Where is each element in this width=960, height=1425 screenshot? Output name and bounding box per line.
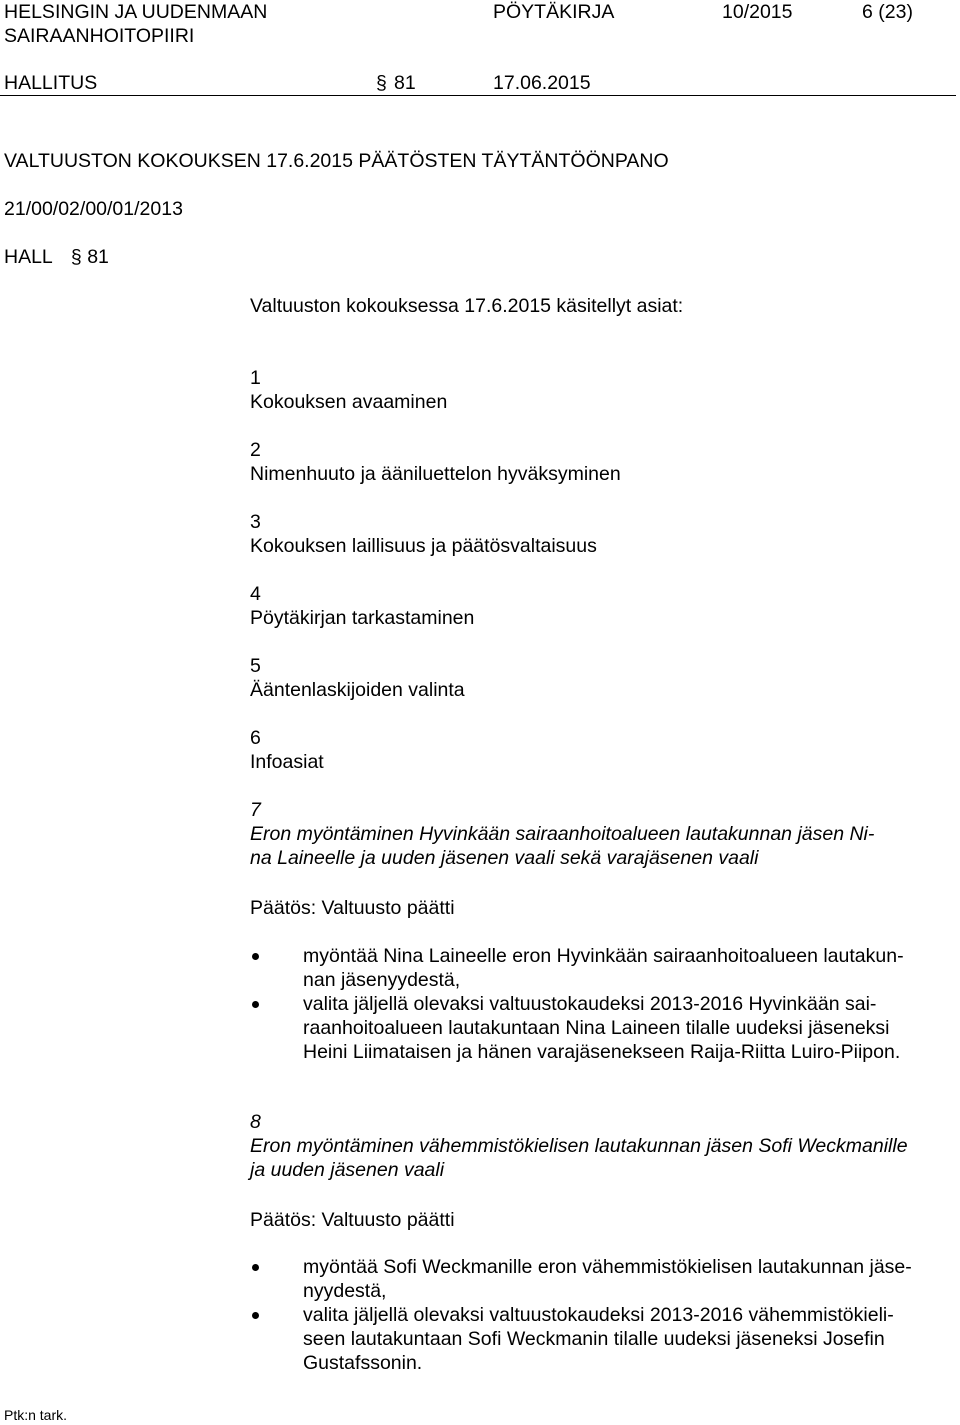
list-item bbox=[250, 1255, 950, 1303]
doc-number: 10/2015 bbox=[722, 1, 793, 23]
list-item-line: nyydestä, bbox=[303, 1280, 387, 1302]
item-title: Pöytäkirjan tarkastaminen bbox=[250, 607, 475, 629]
bullet-icon bbox=[252, 1264, 259, 1271]
header-divider bbox=[0, 95, 956, 96]
item-title-line: Eron myöntäminen vähemmistökielisen lautakunnan jäsen Sofi Weckmanille bbox=[250, 1135, 908, 1157]
doc-type: PÖYTÄKIRJA bbox=[493, 1, 615, 23]
item-number: 4 bbox=[250, 583, 261, 605]
item-number: 8 bbox=[250, 1111, 261, 1133]
agenda-item bbox=[250, 366, 950, 414]
item-title: Ääntenlaskijoiden valinta bbox=[250, 679, 465, 701]
section-symbol: § bbox=[376, 72, 387, 94]
section-number: 81 bbox=[394, 72, 416, 94]
section-ref-symbol: § bbox=[70, 246, 82, 268]
list-item-line: Gustafssonin. bbox=[303, 1352, 423, 1374]
bullet-icon bbox=[252, 1001, 259, 1008]
agenda-item bbox=[250, 438, 950, 486]
item-title: Nimenhuuto ja ääniluettelon hyväksyminen bbox=[250, 463, 621, 485]
meeting-date: 17.06.2015 bbox=[493, 72, 591, 94]
item-title: Kokouksen laillisuus ja päätösvaltaisuus bbox=[250, 535, 597, 557]
section-ref-prefix: HALL bbox=[4, 246, 53, 268]
list-item bbox=[250, 992, 950, 1064]
item-number: 6 bbox=[250, 727, 261, 749]
item-title: Kokouksen avaaminen bbox=[250, 391, 448, 413]
agenda-item bbox=[250, 582, 950, 630]
list-item-line: myöntää Sofi Weckmanille eron vähemmistökielisen lautakunnan jäse- bbox=[303, 1256, 912, 1278]
item-title-line: Eron myöntäminen Hyvinkään sairaanhoitoalueen lautakunnan jäsen Ni- bbox=[250, 823, 875, 845]
intro-text: Valtuuston kokouksessa 17.6.2015 käsitellyt asiat: bbox=[250, 295, 684, 317]
item-title-line: ja uuden jäsenen vaali bbox=[250, 1159, 445, 1181]
item-number: 2 bbox=[250, 439, 261, 461]
item-title-line: na Laineelle ja uuden jäsenen vaali sekä varajäsenen vaali bbox=[250, 847, 759, 869]
list-item-line: nan jäsenyydestä, bbox=[303, 969, 461, 991]
list-item bbox=[250, 944, 950, 992]
list-item-line: seen lautakuntaan Sofi Weckmanin tilalle uudeksi jäseneksi Josefin bbox=[303, 1328, 885, 1350]
bullet-icon bbox=[252, 953, 259, 960]
item-number: 3 bbox=[250, 511, 261, 533]
item-number: 5 bbox=[250, 655, 261, 677]
item-number: 1 bbox=[250, 367, 261, 389]
reference-number: 21/00/02/00/01/2013 bbox=[4, 198, 183, 220]
agenda-item bbox=[250, 654, 950, 702]
page-title: VALTUUSTON KOKOUKSEN 17.6.2015 PÄÄTÖSTEN TÄYTÄNTÖÖNPANO bbox=[4, 150, 669, 172]
decision-list bbox=[250, 1255, 950, 1375]
section-ref bbox=[4, 245, 109, 269]
decision-label: Päätös: Valtuusto päätti bbox=[250, 1209, 455, 1231]
page-number: 6 (23) bbox=[862, 1, 913, 23]
list-item-line: raanhoitoalueen lautakuntaan Nina Laineen tilalle uudeksi jäseneksi bbox=[303, 1017, 890, 1039]
list-item bbox=[250, 1303, 950, 1375]
footer-initials-label: Ptk:n tark. bbox=[4, 1407, 68, 1423]
list-item-line: myöntää Nina Laineelle eron Hyvinkään sairaanhoitoalueen lautakun- bbox=[303, 945, 904, 967]
list-item-line: valita jäljellä olevaksi valtuustokaudeksi 2013-2016 vähemmistökieli- bbox=[303, 1304, 894, 1326]
decision-list bbox=[250, 944, 950, 1064]
list-item-line: Heini Liimataisen ja hänen varajäsenekseen Raija-Riitta Luiro-Piipon. bbox=[303, 1041, 901, 1063]
agenda-item-7 bbox=[250, 798, 950, 870]
bullet-icon bbox=[252, 1312, 259, 1319]
decision-label: Päätös: Valtuusto päätti bbox=[250, 897, 455, 919]
list-item-line: valita jäljellä olevaksi valtuustokaudeksi 2013-2016 Hyvinkään sai- bbox=[303, 993, 877, 1015]
agenda-item bbox=[250, 510, 950, 558]
body-name: HALLITUS bbox=[4, 72, 98, 94]
agenda-item bbox=[250, 726, 950, 774]
org-name-line1: HELSINGIN JA UUDENMAAN bbox=[4, 1, 268, 23]
item-number: 7 bbox=[250, 799, 261, 821]
section-ref-number: 81 bbox=[87, 246, 109, 268]
agenda-item-8 bbox=[250, 1110, 950, 1182]
org-name-line2: SAIRAANHOITOPIIRI bbox=[4, 25, 195, 47]
item-title: Infoasiat bbox=[250, 751, 324, 773]
